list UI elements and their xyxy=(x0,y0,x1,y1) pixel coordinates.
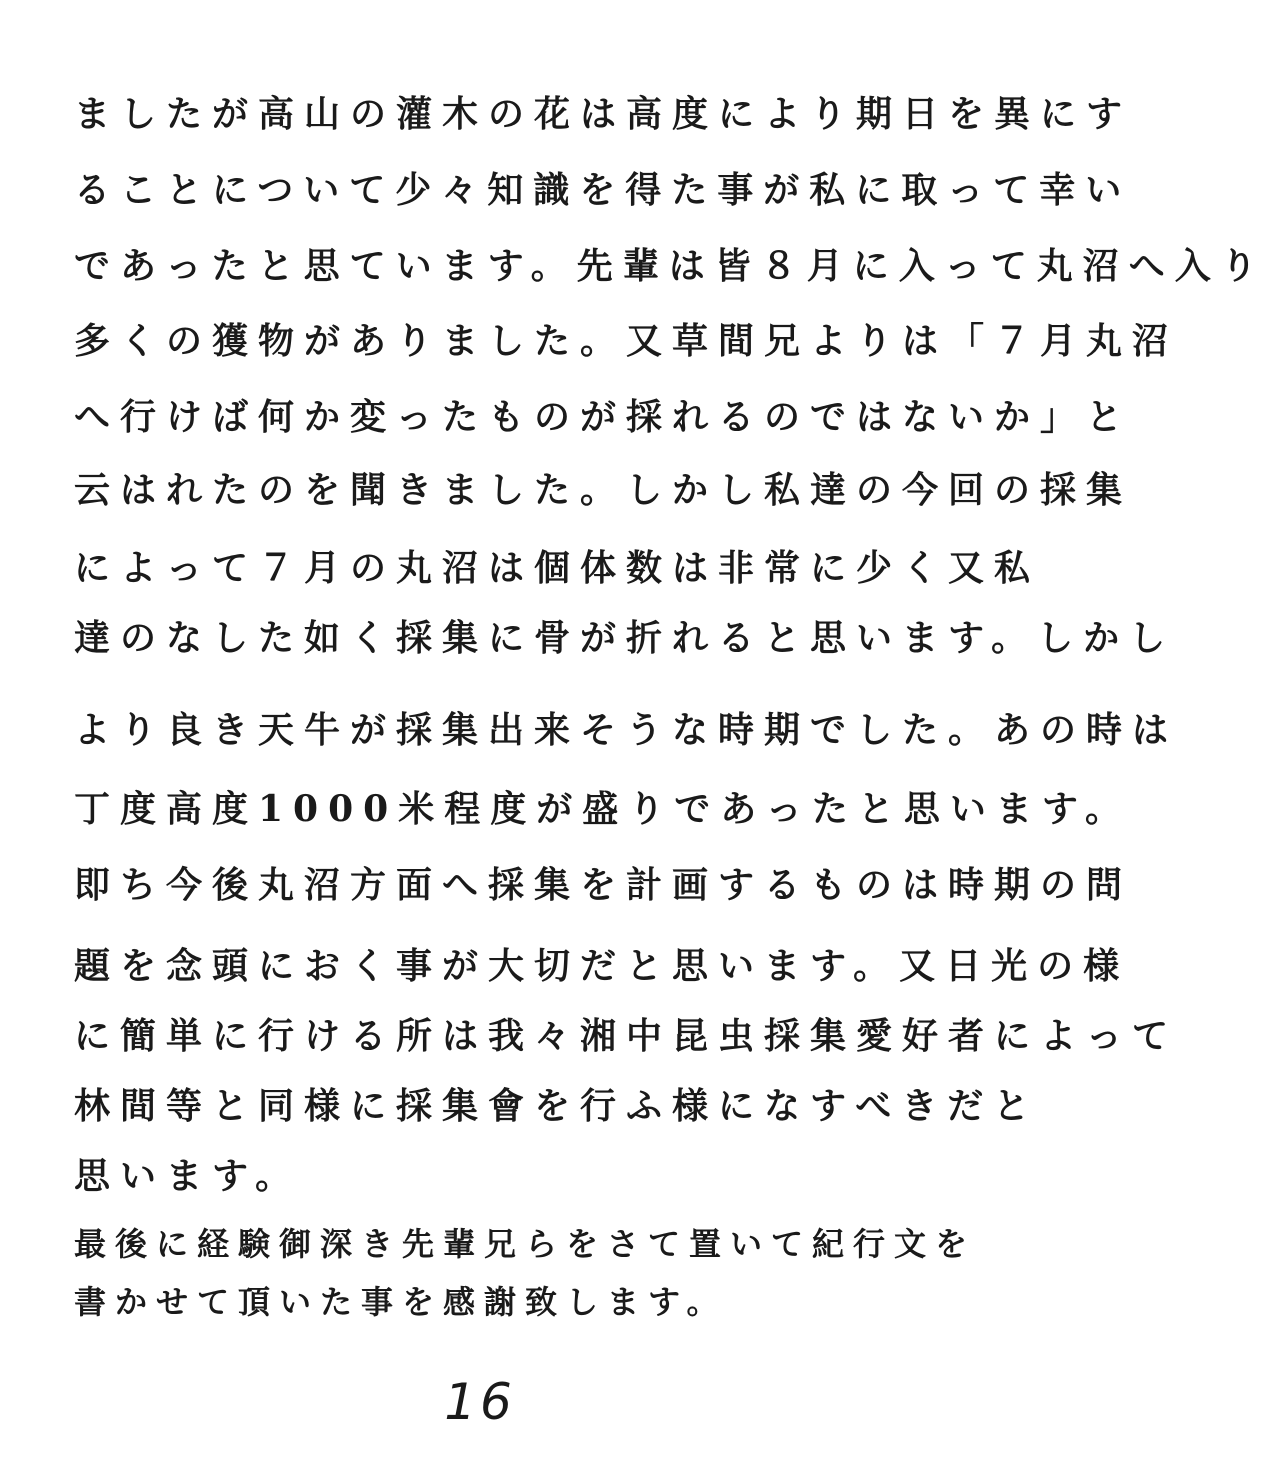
manuscript-line: 題を念頭におく事が大切だと思います。又日光の様 xyxy=(74,945,1130,987)
manuscript-line: 書かせて頂いた事を感謝致します。 xyxy=(74,1283,728,1321)
manuscript-line: 最後に経験御深き先輩兄らをさて置いて紀行文を xyxy=(74,1225,977,1263)
manuscript-line: より良き天牛が採集出来そうな時期でした。あの時は xyxy=(74,709,1179,751)
manuscript-line: に簡単に行ける所は我々湘中昆虫採集愛好者によって xyxy=(74,1015,1179,1057)
manuscript-line: によって７月の丸沼は個体数は非常に少く又私 xyxy=(74,547,1041,589)
manuscript-line: 多くの獲物がありました。又草間兄よりは「７月丸沼 xyxy=(74,320,1179,362)
manuscript-line: ましたが高山の灌木の花は高度により期日を異にす xyxy=(74,93,1133,135)
manuscript-line: であったと思ています。先輩は皆８月に入って丸沼へ入り xyxy=(74,245,1267,287)
page-number: 16 xyxy=(444,1373,516,1431)
manuscript-line: 林間等と同様に採集會を行ふ様になすべきだと xyxy=(74,1085,1040,1127)
manuscript-line: 丁度高度1000米程度が盛りであったと思います。 xyxy=(74,788,1131,830)
manuscript-line: ることについて少々知識を得た事が私に取って幸い xyxy=(74,169,1132,211)
manuscript-line: 即ち今後丸沼方面へ採集を計画するものは時期の問 xyxy=(74,864,1133,906)
manuscript-line: 云はれたのを聞きました。しかし私達の今回の採集 xyxy=(74,469,1133,511)
manuscript-line: 思います。 xyxy=(74,1155,302,1197)
manuscript-line: 達のなした如く採集に骨が折れると思います。しかし xyxy=(74,617,1176,659)
manuscript-line: へ行けば何か変ったものが採れるのではないか」と xyxy=(74,396,1133,438)
